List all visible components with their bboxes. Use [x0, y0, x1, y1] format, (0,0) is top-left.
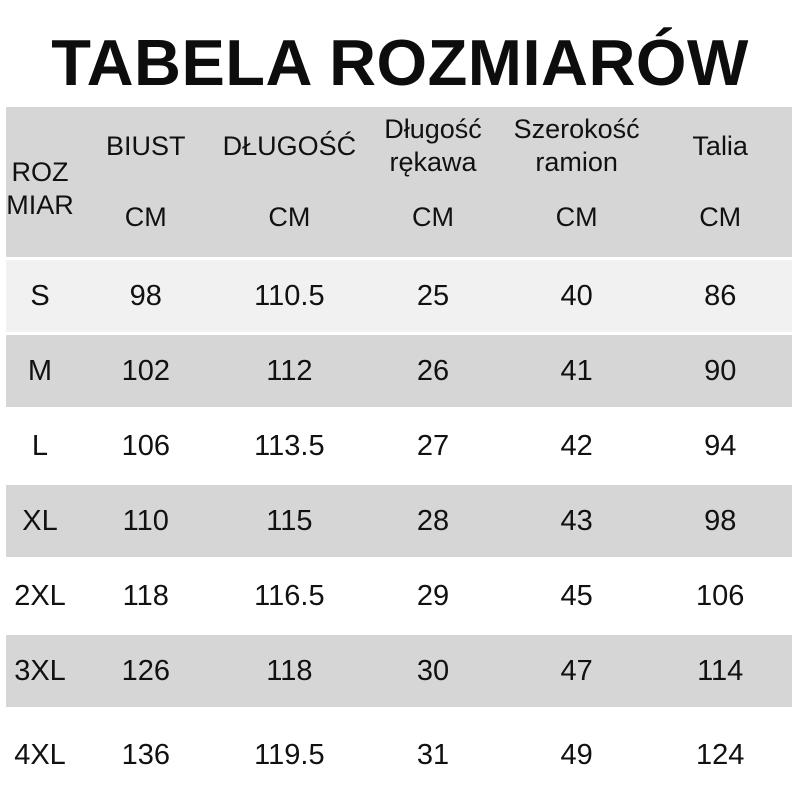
size-table	[6, 107, 792, 800]
value-cell: 29	[416, 579, 450, 612]
column-header-dlugosc	[218, 107, 362, 257]
size-cell: M	[27, 354, 53, 387]
value-cell: 26	[416, 354, 450, 387]
value-cell: 94	[704, 429, 737, 462]
column-header-rozmiar	[6, 107, 74, 257]
unit-label: CM	[411, 202, 454, 232]
value-cell: 45	[560, 579, 593, 612]
unit-label: CM	[268, 202, 311, 232]
value-cell: 106	[121, 429, 170, 462]
value-cell: 110.5	[254, 279, 325, 312]
unit-label: CM	[555, 202, 598, 232]
value-cell: 118	[122, 579, 169, 612]
value-cell: 42	[560, 429, 593, 462]
unit-label: CM	[699, 202, 742, 232]
value-cell: 25	[416, 279, 450, 312]
column-label-line: BIUST	[106, 130, 186, 161]
value-cell: 112	[266, 354, 313, 387]
value-cell: 27	[416, 429, 450, 462]
value-cell: 28	[416, 504, 450, 537]
column-label-line: MIAR	[6, 190, 74, 220]
table-row-xl	[6, 485, 792, 557]
column-header-dlugosc-rekawa	[361, 107, 505, 257]
value-cell: 49	[560, 738, 593, 771]
value-cell: 113.5	[254, 429, 325, 462]
value-cell: 114	[697, 654, 744, 687]
column-label-line: rękawa	[389, 147, 477, 177]
column-label-line: ramion	[535, 147, 618, 177]
value-cell: 98	[704, 504, 737, 537]
value-cell: 41	[560, 354, 593, 387]
column-label	[106, 107, 186, 185]
table-row-3xl	[6, 635, 792, 707]
size-cell: 2XL	[14, 579, 66, 612]
size-cell: 3XL	[14, 654, 66, 687]
value-cell: 119.5	[254, 738, 325, 771]
column-header-szerokosc-ramion	[505, 107, 649, 257]
value-cell: 115	[266, 504, 313, 537]
unit-label: CM	[124, 202, 167, 232]
table-body	[6, 260, 792, 800]
size-cell: L	[31, 429, 49, 462]
page-title: TABELA ROZMIARÓW	[51, 26, 749, 99]
table-header-row	[6, 107, 792, 257]
column-label	[6, 107, 74, 257]
column-label-line: Talia	[692, 130, 748, 161]
column-header-talia	[648, 107, 792, 257]
value-cell: 118	[266, 654, 313, 687]
value-cell: 102	[121, 354, 170, 387]
table-row-4xl	[6, 710, 792, 800]
value-cell: 86	[704, 279, 737, 312]
table-row-l	[6, 410, 792, 482]
value-cell: 106	[696, 579, 745, 612]
table-row-m	[6, 335, 792, 407]
column-label-line: Szerokość	[513, 114, 640, 144]
value-cell: 47	[560, 654, 593, 687]
value-cell: 90	[704, 354, 737, 387]
value-cell: 43	[560, 504, 593, 537]
value-cell: 136	[121, 738, 170, 771]
value-cell: 126	[121, 654, 170, 687]
size-cell: XL	[22, 504, 58, 537]
table-row-2xl	[6, 560, 792, 632]
value-cell: 30	[416, 654, 450, 687]
column-label-line: Długość	[384, 114, 482, 144]
value-cell: 98	[129, 279, 162, 312]
table-row-s	[6, 260, 792, 332]
column-label-line: DŁUGOŚĆ	[222, 130, 357, 161]
value-cell: 110	[122, 504, 169, 537]
column-label	[223, 107, 357, 185]
size-cell: S	[30, 279, 50, 312]
column-label-line: ROZ	[11, 157, 69, 187]
column-header-biust	[74, 107, 218, 257]
value-cell: 40	[560, 279, 593, 312]
column-label	[384, 107, 482, 185]
value-cell: 31	[416, 738, 450, 771]
value-cell: 124	[696, 738, 745, 771]
column-label	[692, 107, 748, 185]
size-cell: 4XL	[14, 738, 66, 771]
value-cell: 116.5	[254, 579, 325, 612]
column-label	[514, 107, 640, 185]
